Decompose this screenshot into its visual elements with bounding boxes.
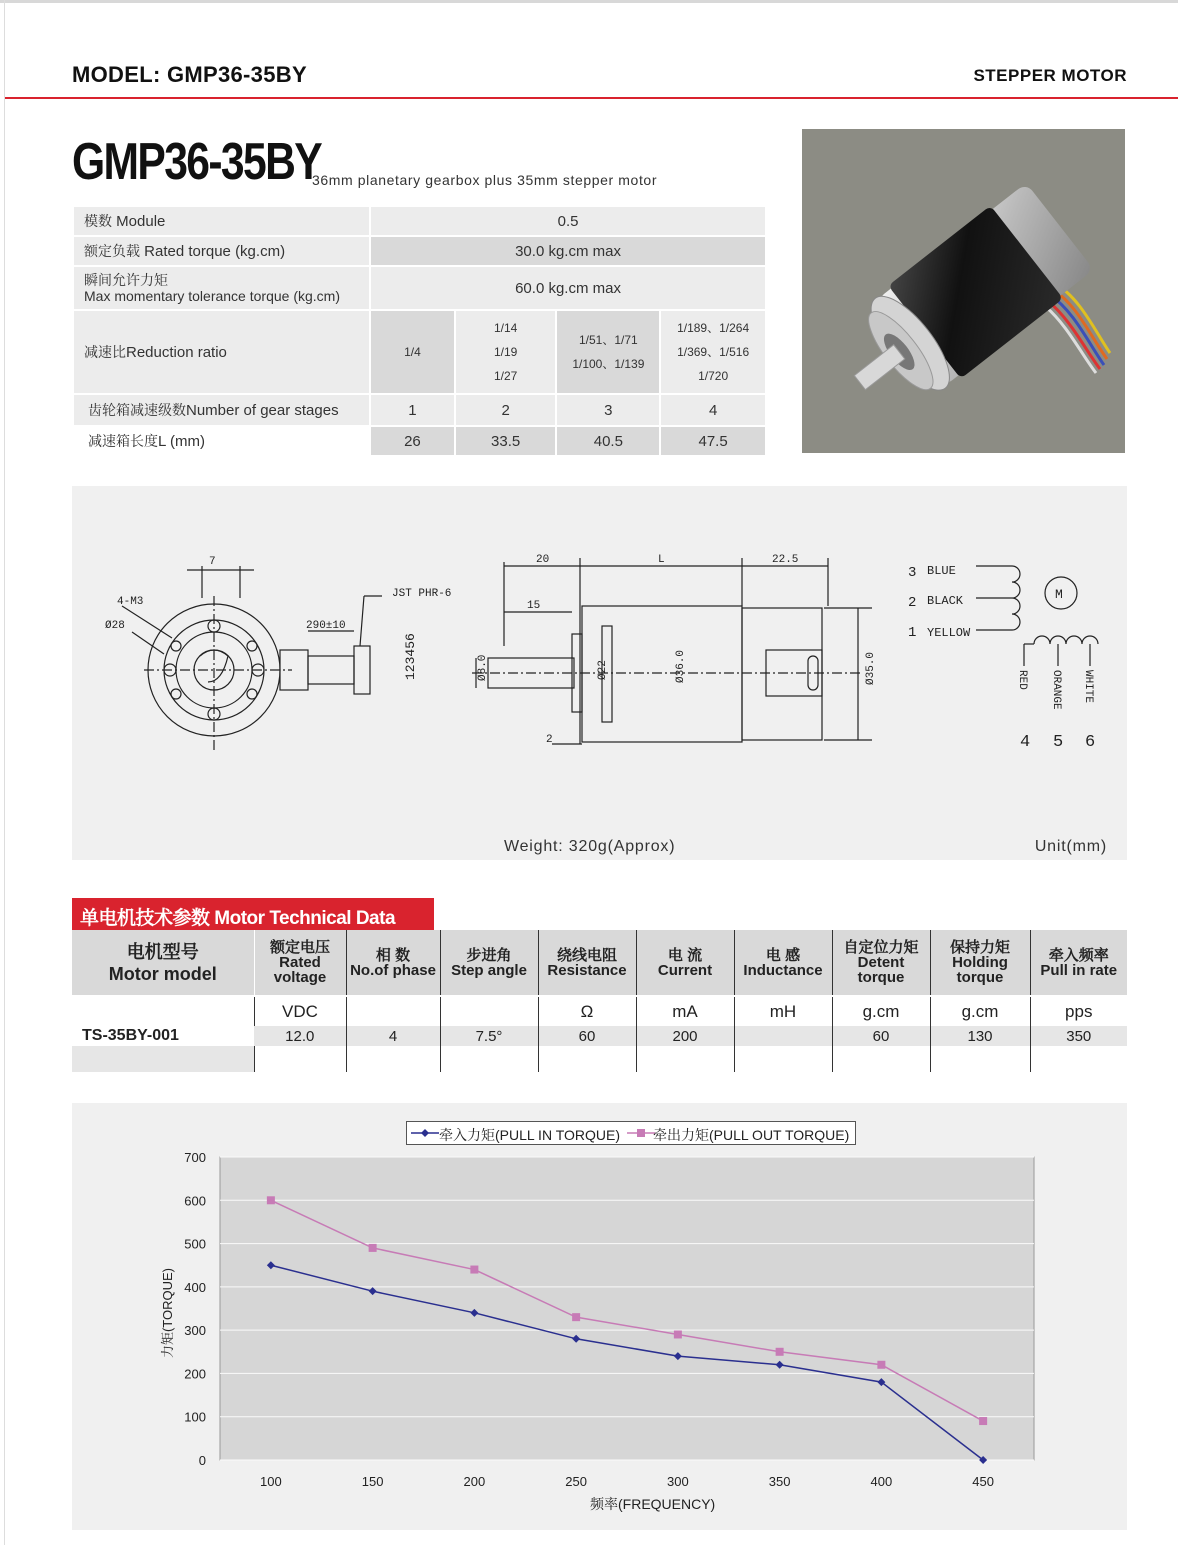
dia8-label: Ø8.0 bbox=[477, 654, 489, 681]
dim-15-label: 15 bbox=[527, 600, 541, 612]
unit-note: Unit(mm) bbox=[1034, 838, 1107, 855]
ratio-text: 1/369、1/516 bbox=[677, 345, 750, 359]
x-tick-label: 250 bbox=[565, 1474, 587, 1489]
data-cell: 130 bbox=[930, 1026, 1030, 1046]
module-value: 0.5 bbox=[370, 206, 766, 236]
header-cn: 步进角 bbox=[466, 946, 512, 964]
stages-value: 2 bbox=[455, 394, 557, 426]
header-detent-torque bbox=[832, 930, 930, 996]
header-en: Holding torque bbox=[952, 954, 1008, 986]
spec-row-stages bbox=[73, 394, 766, 426]
motor-symbol-label: M bbox=[1055, 587, 1063, 602]
data-point-pull-out bbox=[470, 1266, 478, 1274]
y-tick-label: 400 bbox=[184, 1279, 206, 1295]
x-tick-label: 400 bbox=[870, 1474, 893, 1489]
y-tick-labels bbox=[184, 1150, 206, 1468]
header-en: Resistance bbox=[547, 961, 627, 979]
length-label-en: L (mm) bbox=[158, 433, 205, 450]
unit-cell bbox=[72, 996, 254, 1026]
y-tick-label: 0 bbox=[198, 1453, 206, 1468]
dim-2-label: 2 bbox=[546, 734, 553, 746]
dia36-label: Ø36.0 bbox=[675, 649, 687, 683]
data-cell: 60 bbox=[832, 1026, 930, 1046]
data-cell bbox=[734, 1026, 832, 1046]
x-tick-labels bbox=[260, 1474, 994, 1489]
wire-num-6: 6 bbox=[1085, 733, 1096, 752]
dim-20-label: 20 bbox=[536, 554, 550, 566]
dim-22-5-label: 22.5 bbox=[772, 554, 799, 566]
header-rated-voltage bbox=[254, 930, 346, 996]
ratio-text: 1/720 bbox=[698, 369, 729, 383]
y-axis-label: 力矩(TORQUE) bbox=[160, 1267, 175, 1359]
y-tick-label: 300 bbox=[184, 1323, 206, 1339]
y-tick-label: 600 bbox=[184, 1193, 206, 1209]
tech-data-tab: 单电机技术参数 Motor Technical Data bbox=[72, 898, 434, 930]
table-row bbox=[72, 1026, 1127, 1046]
header-holding-torque bbox=[930, 930, 1030, 996]
unit-cell: VDC bbox=[254, 996, 346, 1026]
spec-row-reduction bbox=[73, 310, 766, 394]
x-tick-label: 450 bbox=[972, 1474, 994, 1489]
unit-cell: mH bbox=[734, 996, 832, 1026]
x-tick-label: 300 bbox=[667, 1474, 689, 1489]
header-en: Rated voltage bbox=[273, 954, 327, 986]
length-value: 47.5 bbox=[660, 426, 766, 456]
empty-cell bbox=[832, 1046, 930, 1072]
data-cell: 4 bbox=[346, 1026, 440, 1046]
y-tick-label: 100 bbox=[184, 1409, 206, 1425]
unit-cell: mA bbox=[636, 996, 734, 1026]
empty-cell bbox=[734, 1046, 832, 1072]
header-en: Motor model bbox=[108, 963, 217, 984]
data-point-pull-out bbox=[877, 1361, 885, 1369]
front-view bbox=[122, 566, 382, 751]
top-rule bbox=[0, 0, 1178, 3]
module-label-cn: 模数 bbox=[84, 213, 112, 229]
header-cn: 电 流 bbox=[667, 946, 703, 964]
rated-torque-value: 30.0 kg.cm max bbox=[370, 236, 766, 266]
ratio-text: 1/100、1/139 bbox=[572, 357, 645, 371]
dim-7-label: 7 bbox=[209, 556, 216, 568]
data-cell: 350 bbox=[1030, 1026, 1127, 1046]
length-value: 33.5 bbox=[455, 426, 557, 456]
data-point-pull-out bbox=[776, 1348, 784, 1356]
rated-torque-label-cn: 额定负载 bbox=[84, 243, 140, 259]
wire-num-3: 3 bbox=[908, 565, 917, 581]
wire-color-white: WHITE bbox=[1082, 670, 1094, 704]
empty-cell bbox=[930, 1046, 1030, 1072]
wire-color-black: BLACK bbox=[927, 594, 964, 608]
unit-cell bbox=[346, 996, 440, 1026]
header-cn: 电 感 bbox=[765, 946, 801, 964]
empty-cell bbox=[440, 1046, 538, 1072]
empty-cell bbox=[72, 1046, 254, 1072]
momentary-torque-label-en: Max momentary tolerance torque (kg.cm) bbox=[84, 288, 340, 304]
unit-cell: Ω bbox=[538, 996, 636, 1026]
header-resistance bbox=[538, 930, 636, 996]
motor-model-cell: TS-35BY-001 bbox=[72, 1026, 254, 1046]
header-step-angle bbox=[440, 930, 538, 996]
wire-num-1: 1 bbox=[908, 625, 917, 641]
reduction-label-cn: 减速比 bbox=[84, 344, 126, 360]
empty-cell bbox=[1030, 1046, 1127, 1072]
spec-row-momentary-torque bbox=[73, 266, 766, 310]
y-tick-label: 700 bbox=[184, 1150, 206, 1165]
unit-cell: pps bbox=[1030, 996, 1127, 1026]
spec-row-module bbox=[73, 206, 766, 236]
table-row-empty bbox=[72, 1046, 1127, 1072]
ratio-text: 1/19 bbox=[493, 345, 518, 359]
left-rule bbox=[4, 0, 5, 1545]
empty-cell bbox=[346, 1046, 440, 1072]
unit-cell: g.cm bbox=[930, 996, 1030, 1026]
header-phase bbox=[346, 930, 440, 996]
spec-row-length bbox=[73, 426, 766, 456]
header-en: Pull in rate bbox=[1040, 961, 1118, 979]
chart-legend bbox=[406, 1121, 856, 1145]
reduction-stage-2 bbox=[455, 310, 557, 394]
x-axis-label: 频率(FREQUENCY) bbox=[590, 1496, 716, 1512]
dimension-drawing bbox=[72, 486, 1127, 860]
header-cn: 额定电压 bbox=[269, 939, 330, 956]
momentary-torque-label-cn: 瞬间允许力矩 bbox=[84, 272, 168, 288]
empty-cell bbox=[538, 1046, 636, 1072]
motor-body bbox=[824, 180, 1097, 429]
data-cell: 200 bbox=[636, 1026, 734, 1046]
technical-drawing bbox=[72, 486, 1127, 816]
motor-illustration bbox=[802, 129, 1125, 453]
header-en: No.of phase bbox=[350, 961, 436, 979]
header-en: Step angle bbox=[451, 961, 527, 979]
legend-pull-in: 牵入力矩(PULL IN TORQUE) bbox=[439, 1127, 620, 1143]
stages-value: 3 bbox=[556, 394, 660, 426]
connector-label: JST PHR-6 bbox=[392, 588, 452, 600]
cable-length-label: 290±10 bbox=[306, 620, 346, 632]
spec-row-rated-torque bbox=[73, 236, 766, 266]
ratio-text: 1/27 bbox=[493, 369, 518, 383]
header-en: Current bbox=[657, 961, 713, 979]
dia35-label: Ø35.0 bbox=[865, 651, 877, 685]
weight-note: Weight: 320g(Approx) bbox=[504, 838, 676, 855]
wire-num-4: 4 bbox=[1020, 733, 1031, 752]
header-cn: 相 数 bbox=[375, 946, 411, 964]
header-pull-in-rate bbox=[1030, 930, 1127, 996]
rated-torque-label-en: Rated torque (kg.cm) bbox=[144, 243, 286, 260]
wiring-labels bbox=[908, 564, 1095, 752]
chart-canvas bbox=[72, 1103, 1127, 1530]
unit-cell bbox=[440, 996, 538, 1026]
reduction-stage-1 bbox=[370, 310, 455, 394]
data-cell: 7.5° bbox=[440, 1026, 538, 1046]
data-point-pull-out bbox=[674, 1330, 682, 1338]
data-point-pull-out bbox=[572, 1313, 580, 1321]
category-label: STEPPER MOTOR bbox=[973, 66, 1127, 85]
length-value: 40.5 bbox=[556, 426, 660, 456]
x-tick-label: 200 bbox=[463, 1474, 486, 1489]
y-tick-label: 500 bbox=[184, 1236, 206, 1252]
product-subtitle: 36mm planetary gearbox plus 35mm stepper motor bbox=[312, 172, 658, 188]
wire-color-yellow: YELLOW bbox=[927, 626, 971, 640]
ratio-text: 1/51、1/71 bbox=[578, 333, 638, 347]
dia22-label: Ø22 bbox=[597, 660, 609, 680]
reduction-stage-3 bbox=[556, 310, 660, 394]
reduction-stage-4 bbox=[660, 310, 766, 394]
front-view-labels bbox=[105, 556, 451, 680]
data-cell: 60 bbox=[538, 1026, 636, 1046]
header-cn: 自定位力矩 bbox=[843, 939, 919, 956]
header-inductance bbox=[734, 930, 832, 996]
header-en: Detent torque bbox=[857, 954, 905, 986]
length-label-cn: 减速箱长度 bbox=[88, 433, 158, 449]
x-tick-label: 100 bbox=[260, 1474, 282, 1489]
legend-pull-out: 牵出力矩(PULL OUT TORQUE) bbox=[653, 1127, 850, 1143]
stages-label-cn: 齿轮箱减速级数 bbox=[88, 402, 186, 418]
ratio-text: 1/189、1/264 bbox=[677, 321, 750, 335]
x-tick-label: 350 bbox=[768, 1474, 791, 1489]
wire-color-red: RED bbox=[1016, 670, 1028, 690]
tech-units-row bbox=[72, 996, 1127, 1026]
gearbox-spec-table bbox=[72, 205, 767, 457]
x-tick-label: 150 bbox=[361, 1474, 384, 1489]
tech-header-row bbox=[72, 930, 1127, 996]
stages-value: 1 bbox=[370, 394, 455, 426]
y-tick-label: 200 bbox=[184, 1366, 206, 1382]
wiring-diagram bbox=[976, 566, 1098, 666]
side-view bbox=[472, 558, 872, 744]
wire-color-blue: BLUE bbox=[927, 564, 956, 578]
header-cn: 电机型号 bbox=[126, 941, 199, 962]
pin-numbers: 123456 bbox=[403, 633, 418, 680]
dim-l-label: L bbox=[658, 554, 665, 566]
module-label-en: Module bbox=[116, 213, 166, 230]
header-cn: 绕线电阻 bbox=[556, 946, 617, 964]
motor-tech-table bbox=[72, 930, 1127, 1072]
data-point-pull-out bbox=[979, 1417, 987, 1425]
product-title: GMP36-35BY bbox=[72, 133, 322, 191]
ratio-text: 1/4 bbox=[404, 345, 421, 359]
page-header bbox=[72, 60, 1127, 90]
wire-num-5: 5 bbox=[1053, 733, 1064, 752]
ratio-text: 1/14 bbox=[493, 321, 518, 335]
torque-chart bbox=[72, 1103, 1127, 1530]
dia28-label: Ø28 bbox=[105, 620, 125, 632]
data-point-pull-out bbox=[267, 1196, 275, 1204]
data-cell: 12.0 bbox=[254, 1026, 346, 1046]
momentary-torque-value: 60.0 kg.cm max bbox=[370, 266, 766, 310]
reduction-label-en: Reduction ratio bbox=[126, 344, 227, 361]
empty-cell bbox=[254, 1046, 346, 1072]
stages-label-en: Number of gear stages bbox=[186, 402, 339, 419]
header-en: Inductance bbox=[743, 961, 823, 979]
m3-label: 4-M3 bbox=[117, 596, 144, 608]
header-divider bbox=[5, 97, 1178, 99]
header-cn: 保持力矩 bbox=[949, 939, 1010, 956]
header-cn: 牵入频率 bbox=[1048, 946, 1109, 964]
stages-value: 4 bbox=[660, 394, 766, 426]
model-heading: MODEL: GMP36-35BY bbox=[72, 62, 307, 87]
empty-cell bbox=[636, 1046, 734, 1072]
header-motor-model bbox=[72, 930, 254, 996]
wire-color-orange: ORANGE bbox=[1050, 670, 1062, 710]
data-point-pull-out bbox=[369, 1244, 377, 1252]
wire-num-2: 2 bbox=[908, 595, 917, 611]
header-current bbox=[636, 930, 734, 996]
length-value: 26 bbox=[370, 426, 455, 456]
unit-cell: g.cm bbox=[832, 996, 930, 1026]
product-photo bbox=[802, 129, 1125, 453]
plot-area bbox=[220, 1157, 1034, 1460]
